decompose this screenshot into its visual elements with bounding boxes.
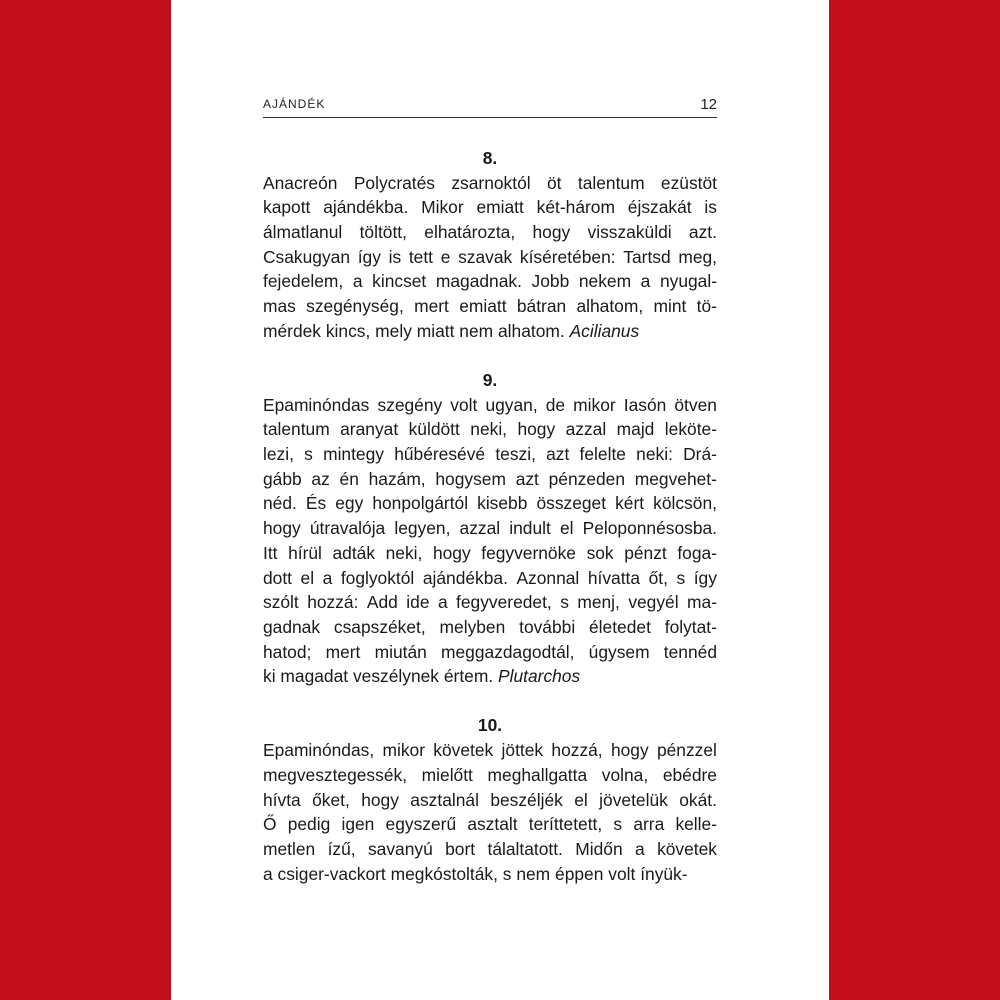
text-line: hívta őket, hogy asztalnál beszéljék el jövetelük okát. xyxy=(263,789,717,810)
text-line: néd. És egy honpolgártól kisebb összeget kért kölcsön, xyxy=(263,493,717,514)
text-line: kapott ajándékba. Mikor emiatt két-három éjszakát is xyxy=(263,197,717,218)
text-line: szólt hozzá: Add ide a fegyveredet, s menj, vegyél ma- xyxy=(263,592,717,613)
text-line: mérdek kincs, mely miatt nem alhatom. Acilianus xyxy=(263,319,717,344)
text-line: ki magadat veszélynek értem. Plutarchos xyxy=(263,664,717,689)
entry-number: 8. xyxy=(482,148,498,168)
text-line: a csiger-vackort megkóstolták, s nem éppen volt ínyük- xyxy=(263,863,688,884)
text-line: metlen ízű, savanyú bort tálaltatott. Midőn a követek xyxy=(263,838,717,859)
entry-number: 10. xyxy=(477,715,503,736)
text-line: hogy útravalója legyen, azzal indult el Peloponnésosba. xyxy=(263,518,717,539)
anecdote-entry xyxy=(263,713,717,886)
left-red-band xyxy=(0,0,171,1000)
text-line: hatod; mert miután meggazdagodtál, úgysem tennéd xyxy=(263,641,717,662)
running-header xyxy=(263,95,717,118)
right-red-band xyxy=(829,0,1000,1000)
text-line: Epaminóndas szegény volt ugyan, de mikor Iasón ötven xyxy=(263,394,717,415)
page-content xyxy=(263,146,717,911)
text-line: Csakugyan így is tett e szavak kíséretében: Tartsd meg, xyxy=(263,246,717,267)
anecdote-entry xyxy=(263,368,717,689)
text-line: Ő pedig igen egyszerű asztalt teríttetett, s arra kelle- xyxy=(263,814,717,835)
text-line: lezi, s mintegy hűbéresévé teszi, azt felelte neki: Drá- xyxy=(263,444,717,465)
text-line: mas szegénység, mert emiatt bátran alhatom, mint tö- xyxy=(263,296,717,317)
text-line: fejedelem, a kincset magadnak. Jobb nekem a nyugal- xyxy=(263,271,717,292)
text-line: gadnak csapszéket, melyben további életedet folytat- xyxy=(263,616,717,637)
page-number: 12 xyxy=(700,96,717,113)
book-page xyxy=(171,0,829,1000)
running-header-title: AJÁNDÉK xyxy=(263,97,326,111)
anecdote-entry xyxy=(263,146,717,344)
author-name: Plutarchos xyxy=(498,666,581,687)
author-name: Acilianus xyxy=(569,320,640,341)
text-line: megvesztegessék, mielőtt meghallgatta volna, ebédre xyxy=(263,764,717,785)
text-line: talentum aranyat küldött neki, hogy azzal majd leköte- xyxy=(263,419,717,440)
text-line: gább az én hazám, hogysem azt pénzeden megvehet- xyxy=(263,468,717,489)
text-line: dott el a foglyoktól ajándékba. Azonnal hívatta őt, s így xyxy=(263,567,717,588)
text-line: Itt hírül adták neki, hogy fegyvernöke sok pénzt foga- xyxy=(263,542,717,563)
entry-number: 9. xyxy=(482,370,498,390)
text-line: Epaminóndas, mikor követek jöttek hozzá, hogy pénzzel xyxy=(263,740,717,761)
text-line: álmatlanul töltött, elhatározta, hogy visszaküldi azt. xyxy=(263,222,717,243)
text-line: Anacreón Polycratés zsarnoktól öt talentum ezüstöt xyxy=(263,172,717,193)
